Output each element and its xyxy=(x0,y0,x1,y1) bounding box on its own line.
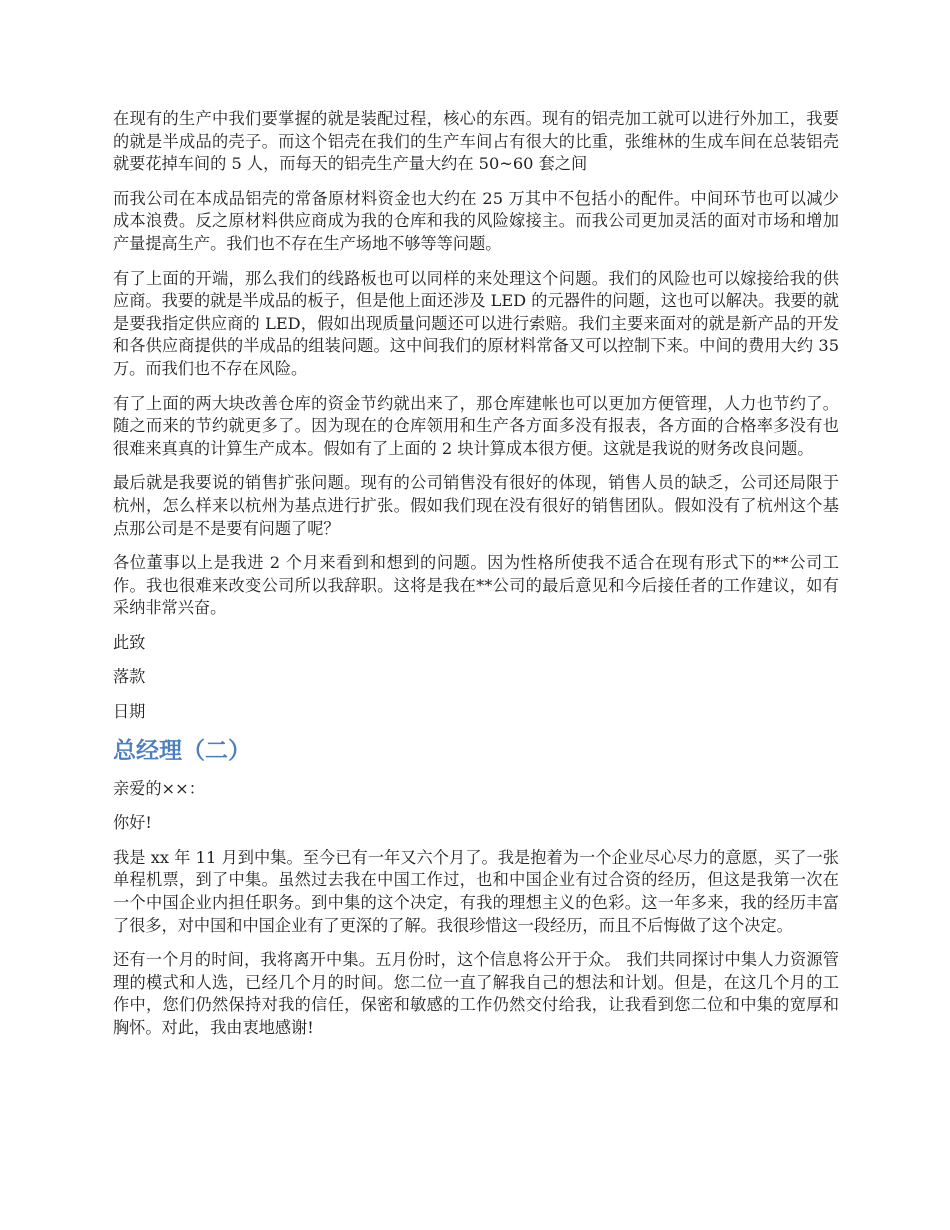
paragraph-resignation: 各位董事以上是我进 2 个月来看到和想到的问题。因为性格所使我不适合在现有形式下的**公司工作。我也很难来改变公司所以我辞职。这将是我在**公司的最后意见和今后接任者的工作建议，如有采纳非常兴奋。 xyxy=(113,553,839,618)
paragraph-circuit-board: 有了上面的开端，那么我们的线路板也可以同样的来处理这个问题。我们的风险也可以嫁接给我的供应商。我要的就是半成品的板子，但是他上面还涉及 LED 的元器件的问题，这也可以解决。我要的就是要我指定供应商的 LED，假如出现质量问题还可以进行索赔。我们主要来面对的就是新产品的开发和各供应商提供的半成品的组装问题。这中间我们的原材料常备又可以控制下来。中间的费用大约 35 万。而我们也不存在风险。 xyxy=(113,268,839,378)
paragraph-assembly: 在现有的生产中我们要掌握的就是装配过程，核心的东西。现有的铝壳加工就可以进行外加工，我要的就是半成品的壳子。而这个铝壳在我们的生产车间占有很大的比重，张维林的生成车间在总装铝壳就要花掉车间的 5 人，而每天的铝壳生产量大约在 50~60 套之间 xyxy=(113,109,839,174)
section-heading: 总经理（二） xyxy=(113,737,251,764)
paragraph-sales: 最后就是我要说的销售扩张问题。现有的公司销售没有很好的体现，销售人员的缺乏，公司还局限于杭州，怎么样来以杭州为基点进行扩张。假如我们现在没有很好的销售团队。假如没有了杭州这个基点那公司是不是要有问题了呢？ xyxy=(113,473,839,538)
signature-line: 落款 xyxy=(113,667,146,687)
salutation-line: 亲爱的××： xyxy=(113,778,205,798)
paragraph-materials: 而我公司在本成品铝壳的常备原材料资金也大约在 25 万其中不包括小的配件。中间环节也可以减少成本浪费。反之原材料供应商成为我的仓库和我的风险嫁接主。而我公司更加灵活的面对市场和增加产量提高生产。我们也不存在生产场地不够等等问题。 xyxy=(113,188,839,253)
paragraph-introduction: 我是 xx 年 11 月到中集。至今已有一年又六个月了。我是抱着为一个企业尽心尽力的意愿，买了一张单程机票，到了中集。虽然过去我在中国工作过，也和中国企业有过合资的经历，但这是我第一次在一个中国企业内担任职务。到中集的这个决定，有我的理想主义的色彩。这一年多来，我的经历丰富了很多，对中国和中国企业有了更深的了解。我很珍惜这一段经历，而且不后悔做了这个决定。 xyxy=(113,847,839,935)
date-line: 日期 xyxy=(113,702,146,722)
closing-line: 此致 xyxy=(113,632,146,652)
paragraph-warehouse: 有了上面的两大块改善仓库的资金节约就出来了，那仓库建帐也可以更加方便管理，人力也节约了。随之而来的节约就更多了。因为现在的仓库领用和生产各方面多没有报表，各方面的合格率多没有也很难来真真的计算生产成本。假如有了上面的 2 块计算成本很方便。这就是我说的财务改良问题。 xyxy=(113,393,839,458)
paragraph-departure: 还有一个月的时间，我将离开中集。五月份时，这个信息将公开于众。 我们共同探讨中集人力资源管理的模式和人选，已经几个月的时间。您二位一直了解我自己的想法和计划。但是，在这几个月的工作中，您们仍然保持对我的信任，保密和敏感的工作仍然交付给我，让我看到您二位和中集的宽厚和胸怀。对此，我由衷地感谢! xyxy=(113,950,839,1037)
greeting-line: 你好! xyxy=(113,813,152,833)
document-page xyxy=(113,108,839,1052)
